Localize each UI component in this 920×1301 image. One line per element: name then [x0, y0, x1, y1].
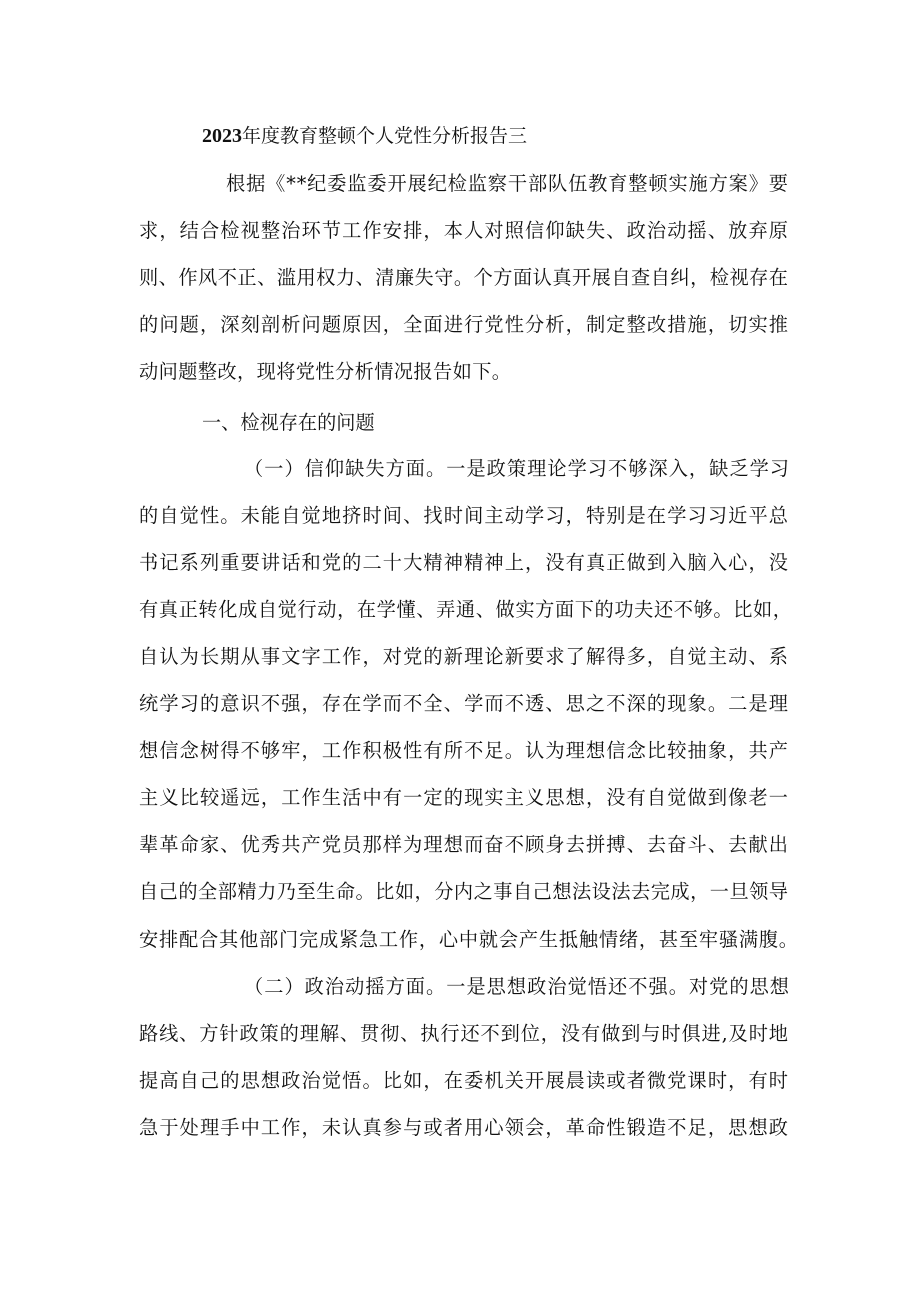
sub1-line: 的自觉性。未能自觉地挤时间、找时间主动学习，特别是在学习习近平总 [139, 504, 790, 527]
intro-line: 的问题，深刻剖析问题原因，全面进行党性分析，制定整改措施，切实推 [139, 313, 790, 336]
intro-line: 根据《**纪委监委开展纪检监察干部队伍教育整顿实施方案》要 [226, 172, 789, 195]
intro-line: 则、作风不正、滥用权力、清廉失守。个方面认真开展自查自纠，检视存在 [139, 266, 789, 289]
sub1-line: 自认为长期从事文字工作，对党的新理论新要求了解得多，自觉主动、系 [139, 645, 790, 668]
sub1-line: 安排配合其他部门完成紧急工作，心中就会产生抵触情绪，甚至牢骚满腹。 [139, 928, 799, 951]
sub1-line: 书记系列重要讲话和党的二十大精神精神上，没有真正做到入脑入心，没 [139, 551, 790, 574]
sub1-line: 主义比较遥远，工作生活中有一定的现实主义思想，没有自觉做到像老一 [139, 786, 790, 809]
title-year: 2023 [202, 125, 242, 147]
section-heading: 一、检视存在的问题 [202, 411, 375, 434]
sub1-line: 想信念树得不够牢，工作积极性有所不足。认为理想信念比较抽象，共产 [139, 739, 790, 762]
sub2-line: 提高自己的思想政治觉悟。比如，在委机关开展晨读或者微党课时，有时 [139, 1069, 790, 1092]
sub1-line: 有真正转化成自觉行动，在学懂、弄通、做实方面下的功夫还不够。比如， [139, 598, 793, 621]
intro-line: 动问题整改，现将党性分析情况报告如下。 [139, 360, 512, 383]
sub2-line: （二）政治动摇方面。一是思想政治觉悟还不强。对党的思想 [244, 975, 791, 998]
document-title [202, 124, 527, 148]
sub1-line: 自己的全部精力乃至生命。比如，分内之事自己想法设法去完成，一旦领导 [139, 880, 789, 903]
sub1-line: （一）信仰缺失方面。一是政策理论学习不够深入，缺乏学习 [244, 457, 791, 480]
sub2-line: 路线、方针政策的理解、贯彻、执行还不到位，没有做到与时俱进,及时地 [139, 1022, 789, 1045]
title-text: 年度教育整顿个人党性分析报告三 [242, 125, 528, 147]
sub1-line: 辈革命家、优秀共产党员那样为理想而奋不顾身去拼搏、去奋斗、去献出 [139, 833, 790, 856]
sub2-line: 急于处理手中工作，未认真参与或者用心领会，革命性锻造不足，思想政 [139, 1116, 790, 1139]
sub1-line: 统学习的意识不强，存在学而不全、学而不透、思之不深的现象。二是理 [139, 692, 790, 715]
intro-line: 求，结合检视整治环节工作安排，本人对照信仰缺失、政治动摇、放弃原 [139, 219, 790, 242]
